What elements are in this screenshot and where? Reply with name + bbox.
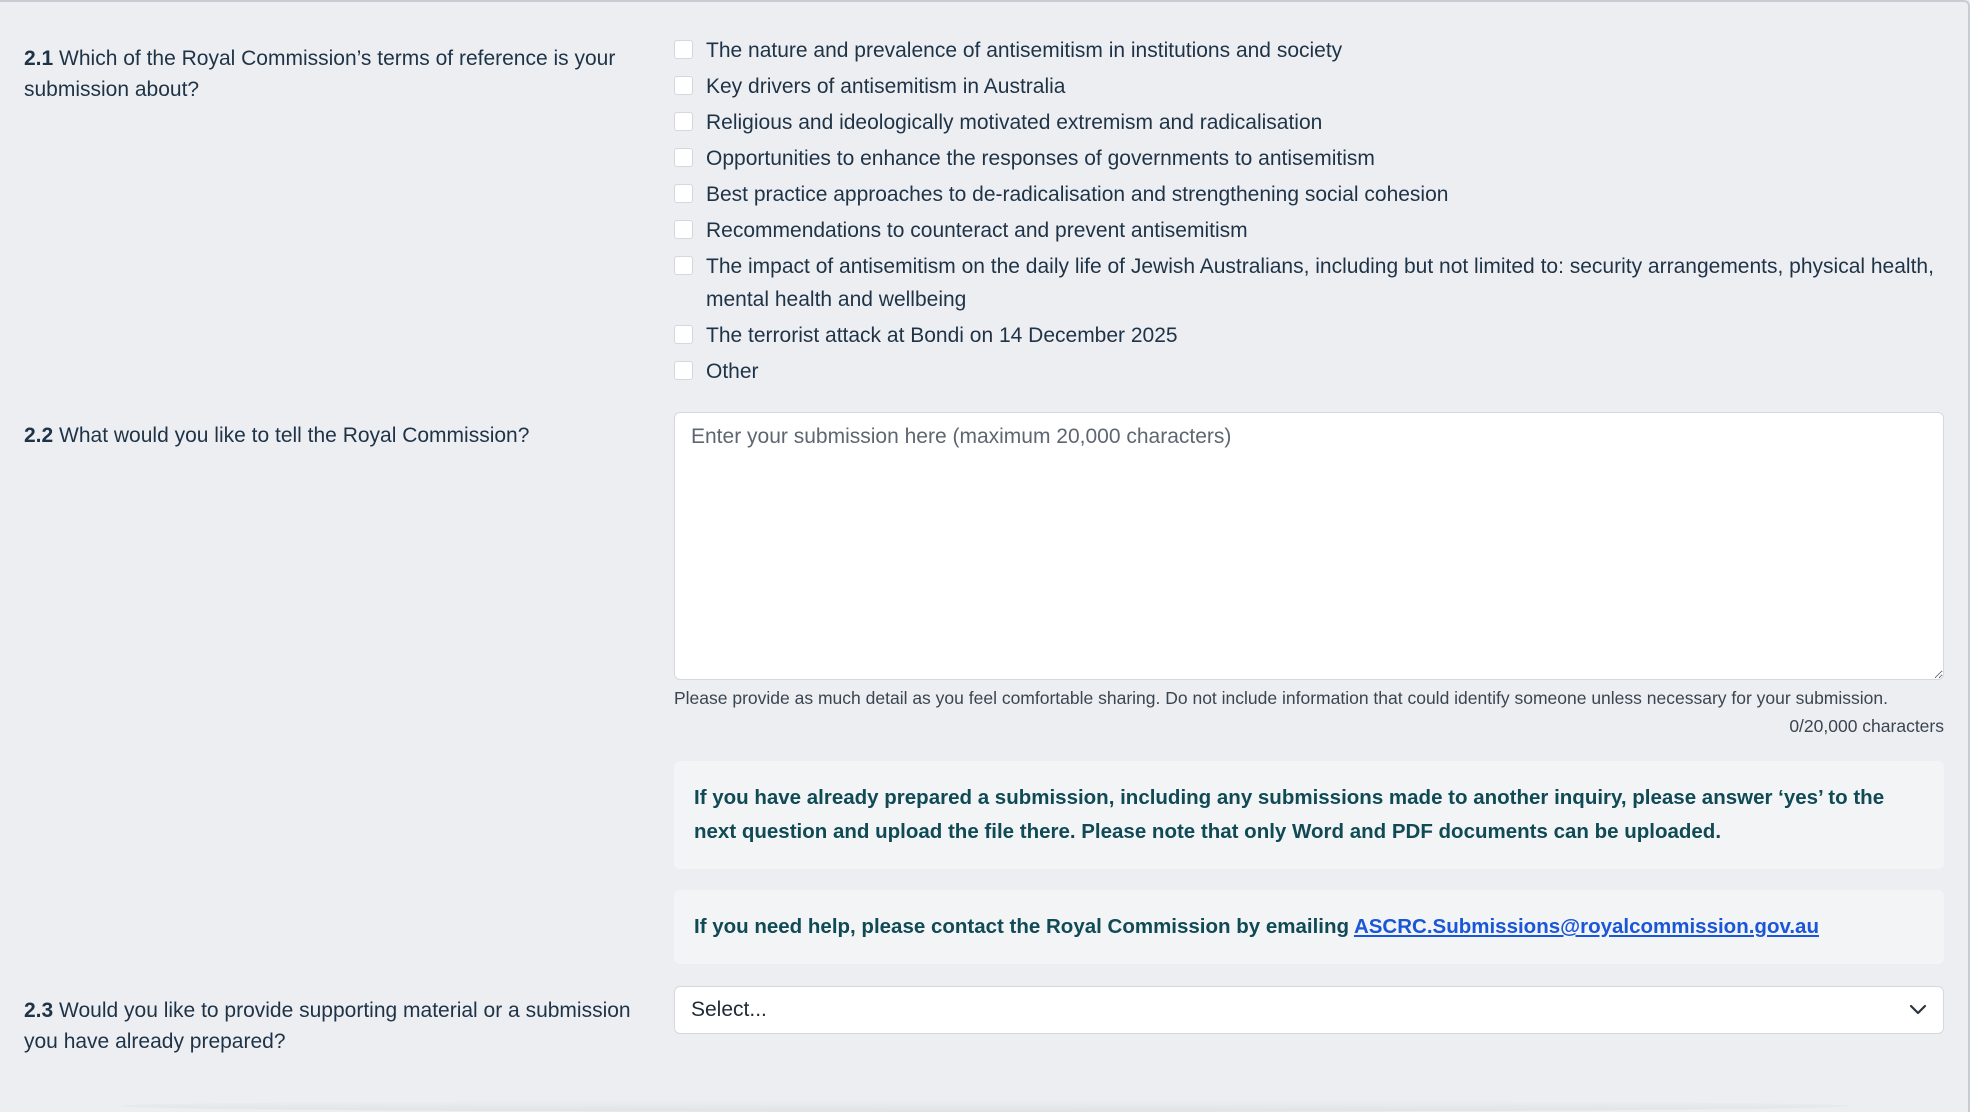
term-option-1[interactable]	[674, 34, 1944, 67]
term-option-4[interactable]	[674, 142, 1944, 175]
checkbox[interactable]	[674, 112, 693, 131]
term-option-2[interactable]	[674, 70, 1944, 103]
question-number: 2.2	[24, 424, 54, 447]
submission-hint: Please provide as much detail as you feel comfortable sharing. Do not include information that could identify someone unless necessary for your submission.	[674, 688, 1888, 708]
checkbox[interactable]	[674, 220, 693, 239]
submission-textarea[interactable]	[674, 412, 1944, 680]
checkbox-label: The terrorist attack at Bondi on 14 December 2025	[706, 324, 1178, 347]
question-2-2-label	[24, 420, 644, 451]
checkbox-label: The nature and prevalence of antisemitism in institutions and society	[706, 39, 1343, 62]
checkbox-label: Key drivers of antisemitism in Australia	[706, 75, 1066, 98]
question-text: Which of the Royal Commission’s terms of reference is your submission about?	[24, 47, 616, 101]
prepared-submission-notice	[674, 761, 1944, 869]
checkbox-label: The impact of antisemitism on the daily life of Jewish Australians, including but not limited to: security arrangements, physical health, mental health and wellbeing	[706, 255, 1934, 311]
help-notice	[674, 890, 1944, 964]
checkbox-label: Recommendations to counteract and prevent antisemitism	[706, 219, 1248, 242]
help-text: If you need help, please contact the Royal Commission by emailing	[694, 915, 1354, 938]
checkbox[interactable]	[674, 76, 693, 95]
term-option-8[interactable]	[674, 319, 1944, 352]
prepared-submission-text: If you have already prepared a submission, including any submissions made to another inquiry, please answer ‘yes’ to the next question and upload the file there. Please note that only Word and PDF documents can be uploaded.	[694, 786, 1885, 843]
checkbox[interactable]	[674, 148, 693, 167]
terms-of-reference-checkbox-group	[674, 34, 1944, 391]
help-email-link[interactable]: ASCRC.Submissions@royalcommission.gov.au	[1353, 915, 1819, 938]
term-option-7[interactable]	[674, 250, 1944, 316]
character-counter: 0/20,000 characters	[1789, 716, 1944, 736]
checkbox-label: Best practice approaches to de-radicalisation and strengthening social cohesion	[706, 183, 1449, 206]
question-2-1-label	[24, 43, 644, 105]
question-text: Would you like to provide supporting material or a submission you have already prepared?	[24, 999, 631, 1053]
question-2-3-label	[24, 995, 644, 1057]
checkbox[interactable]	[674, 184, 693, 203]
term-option-3[interactable]	[674, 106, 1944, 139]
term-option-6[interactable]	[674, 214, 1944, 247]
term-option-5[interactable]	[674, 178, 1944, 211]
checkbox[interactable]	[674, 361, 693, 380]
question-number: 2.1	[24, 47, 54, 70]
term-option-9[interactable]	[674, 355, 1944, 388]
chevron-down-icon	[1909, 1004, 1927, 1016]
submission-field-container	[674, 412, 1944, 738]
checkbox-label: Religious and ideologically motivated extremism and radicalisation	[706, 111, 1323, 134]
supporting-material-select[interactable]	[674, 986, 1944, 1034]
question-number: 2.3	[24, 999, 54, 1022]
checkbox-label: Opportunities to enhance the responses of governments to antisemitism	[706, 147, 1375, 170]
question-text: What would you like to tell the Royal Commission?	[59, 424, 530, 447]
checkbox[interactable]	[674, 256, 693, 275]
page-bottom-shadow	[120, 1100, 1850, 1112]
checkbox-label: Other	[706, 360, 759, 383]
select-value: Select...	[691, 998, 767, 1021]
checkbox[interactable]	[674, 325, 693, 344]
checkbox[interactable]	[674, 40, 693, 59]
